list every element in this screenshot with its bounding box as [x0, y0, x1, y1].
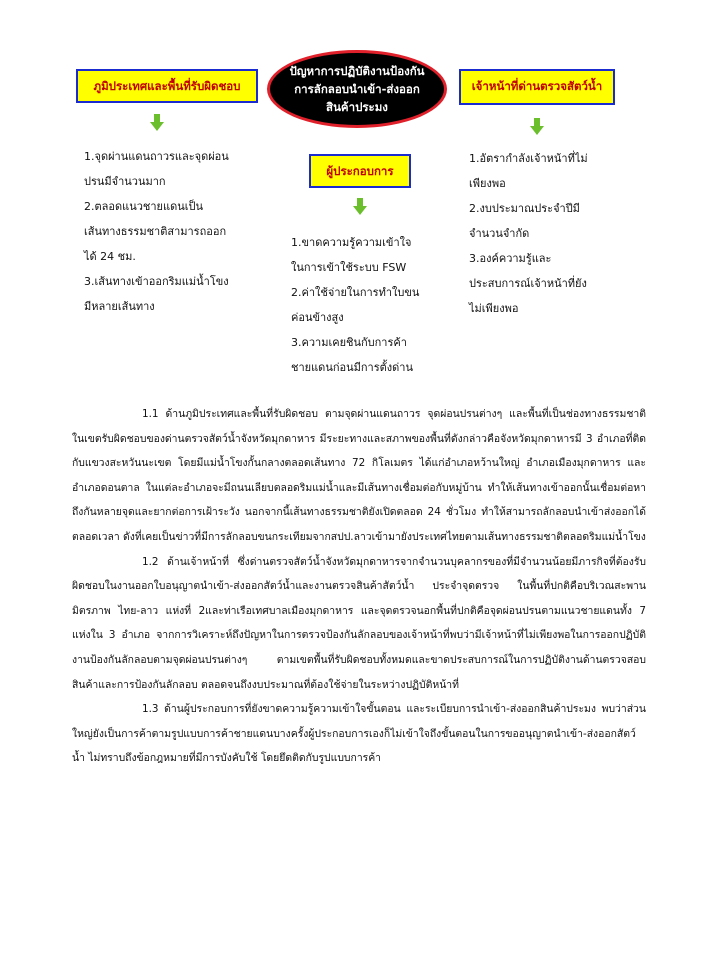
officer-box	[459, 69, 615, 105]
list-item: ในการเข้าใช้ระบบ FSW	[291, 261, 407, 274]
operator-box-label: ผู้ประกอบการ	[326, 164, 394, 178]
list-item: ได้ 24 ชม.	[84, 250, 136, 263]
list-item: เส้นทางธรรมชาติสามารถออก	[84, 225, 227, 238]
list-item: ชายแดนก่อนมีการตั้งด่าน	[291, 361, 413, 374]
operator-list	[291, 230, 461, 380]
paragraph-terrain: 1.1 ด้านภูมิประเทศและพื้นที่รับผิดชอบ ตามจุดผ่านแดนถาวร จุดผ่อนปรนต่างๆ และพื้นที่เป็นช่องทางธรรมชาติ ในเขตรับผิดชอบของด่านตรวจสัตว์น้ำจังหวัดมุกดาหาร มีระยะทางและสภาพของพื้นที่ดังกล่าวคือจังหวัดมุกดาหารมี 3 อำเภอที่ติดกับแขวงสะหวันนะเขต โดยมีแม่น้ำโขงกั้นกลางตลอดเส้นทาง 72 กิโลเมตร ได้แก่อำเภอหว้านใหญ่ อำเภอเมืองมุกดาหาร และอำเภอดอนตาล ในแต่ละอำเภอจะมีถนนเลียบตลอดริมแม่น้ำและมีเส้นทางเชื่อมต่อกับหมู่บ้าน ทำให้เส้นทางเข้าออกนั้นเชื่อมต่อหาถึงกันหลายจุดและยากต่อการเฝ้าระวัง นอกจากนี้เส้นทางธรรมชาติยังเปิดตลอด 24 ชั่วโมง ทำให้สามารถลักลอบนำเข้าส่งออกได้ตลอดเวลา ดังที่เคยเป็นข่าวที่มีการลักลอบขนกระเทียมจากสปป.ลาวเข้ามายังประเทศไทยตามเส้นทางธรรมชาติตลอดริมแม่น้ำโขง	[72, 408, 646, 543]
list-item: 3.องค์ความรู้และ	[469, 252, 552, 265]
down-arrow-icon	[353, 198, 367, 216]
officer-box-label: เจ้าหน้าที่ด่านตรวจสัตว์น้ำ	[471, 79, 603, 93]
list-item: 3.ความเคยชินกับการค้า	[291, 336, 407, 349]
down-arrow-icon	[150, 114, 164, 132]
officer-list	[469, 146, 659, 321]
list-item: 1.จุดผ่านแดนถาวรและจุดผ่อน	[84, 150, 229, 163]
list-item: ไม่เพียงพอ	[469, 302, 519, 315]
list-item: ปรนมีจำนวนมาก	[84, 175, 166, 188]
list-item: จำนวนจำกัด	[469, 227, 530, 240]
diagram-title: ปัญหาการปฏิบัติงานป้องกันการลักลอบนำเข้า-ส่งออกสินค้าประมง	[289, 64, 425, 114]
list-item: ค่อนข้างสูง	[291, 311, 344, 324]
paragraph-operators: 1.3 ด้านผู้ประกอบการที่ยังขาดความรู้ความเข้าใจขั้นตอน และระเบียบการนำเข้า-ส่งออกสินค้าประมง พบว่าส่วนใหญ่ยังเป็นการค้าตามรูปแบบการค้าชายแดนบางครั้งผู้ประกอบการเองก็ไม่เข้าใจถึงขั้นตอนในการขออนุญาตนำเข้า-ส่งออกสัตว์น้ำ ไม่ทราบถึงข้อกฎหมายที่มีการบังคับใช้ โดยยึดติดกับรูปแบบการค้า	[72, 703, 646, 765]
terrain-list	[84, 144, 264, 319]
list-item: 1.ขาดความรู้ความเข้าใจ	[291, 236, 412, 249]
terrain-box-label: ภูมิประเทศและพื้นที่รับผิดชอบ	[93, 79, 241, 93]
down-arrow-icon	[530, 118, 544, 136]
list-item: ประสบการณ์เจ้าหน้าที่ยัง	[469, 277, 587, 290]
operator-box	[309, 154, 411, 188]
terrain-box	[76, 69, 258, 103]
paragraph-officers: 1.2 ด้านเจ้าหน้าที่ ซึ่งด่านตรวจสัตว์น้ำจังหวัดมุกดาหารจากจำนวนบุคลากรของที่มีจำนวนน้อยมีภารกิจที่ต้องรับผิดชอบในงานออกใบอนุญาตนำเข้า-ส่งออกสัตว์น้ำและงานตรวจสินค้าสัตว์น้ำ ประจำจุดตรวจ ในพื้นที่ปกติคือบริเวณสะพานมิตรภาพ ไทย-ลาว แห่งที่ 2และท่าเรือเทศบาลเมืองมุกดาหาร และจุดตรวจนอกพื้นที่ปกติคือจุดผ่อนปรนตามแนวชายแดนทั้ง 7 แห่งใน 3 อำเภอ จากการวิเคราะห์ถึงปัญหาในการตรวจป้องกันลักลอบของเจ้าหน้าที่พบว่ามีเจ้าหน้าที่ไม่เพียงพอในการออกปฏิบัติงานป้องกันลักลอบตามจุดผ่อนปรนต่างๆ ตามเขตพื้นที่รับผิดชอบทั้งหมดและขาดประสบการณ์ในการปฏิบัติงานด้านตรวจสอบสินค้าและการป้องกันลักลอบ ตลอดจนถึงงบประมาณที่ต้องใช้จ่ายในระหว่างปฏิบัติหน้าที่	[72, 555, 646, 691]
list-item: 2.ค่าใช้จ่ายในการทำใบขน	[291, 286, 420, 299]
title-oval	[267, 50, 447, 128]
list-item: มีหลายเส้นทาง	[84, 300, 155, 313]
list-item: 1.อัตรากำลังเจ้าหน้าที่ไม่	[469, 152, 588, 165]
list-item: เพียงพอ	[469, 177, 506, 190]
list-item: 2.ตลอดแนวชายแดนเป็น	[84, 200, 204, 213]
list-item: 3.เส้นทางเข้าออกริมแม่น้ำโขง	[84, 275, 229, 288]
body-text	[72, 402, 646, 771]
list-item: 2.งบประมาณประจำปีมี	[469, 202, 580, 215]
